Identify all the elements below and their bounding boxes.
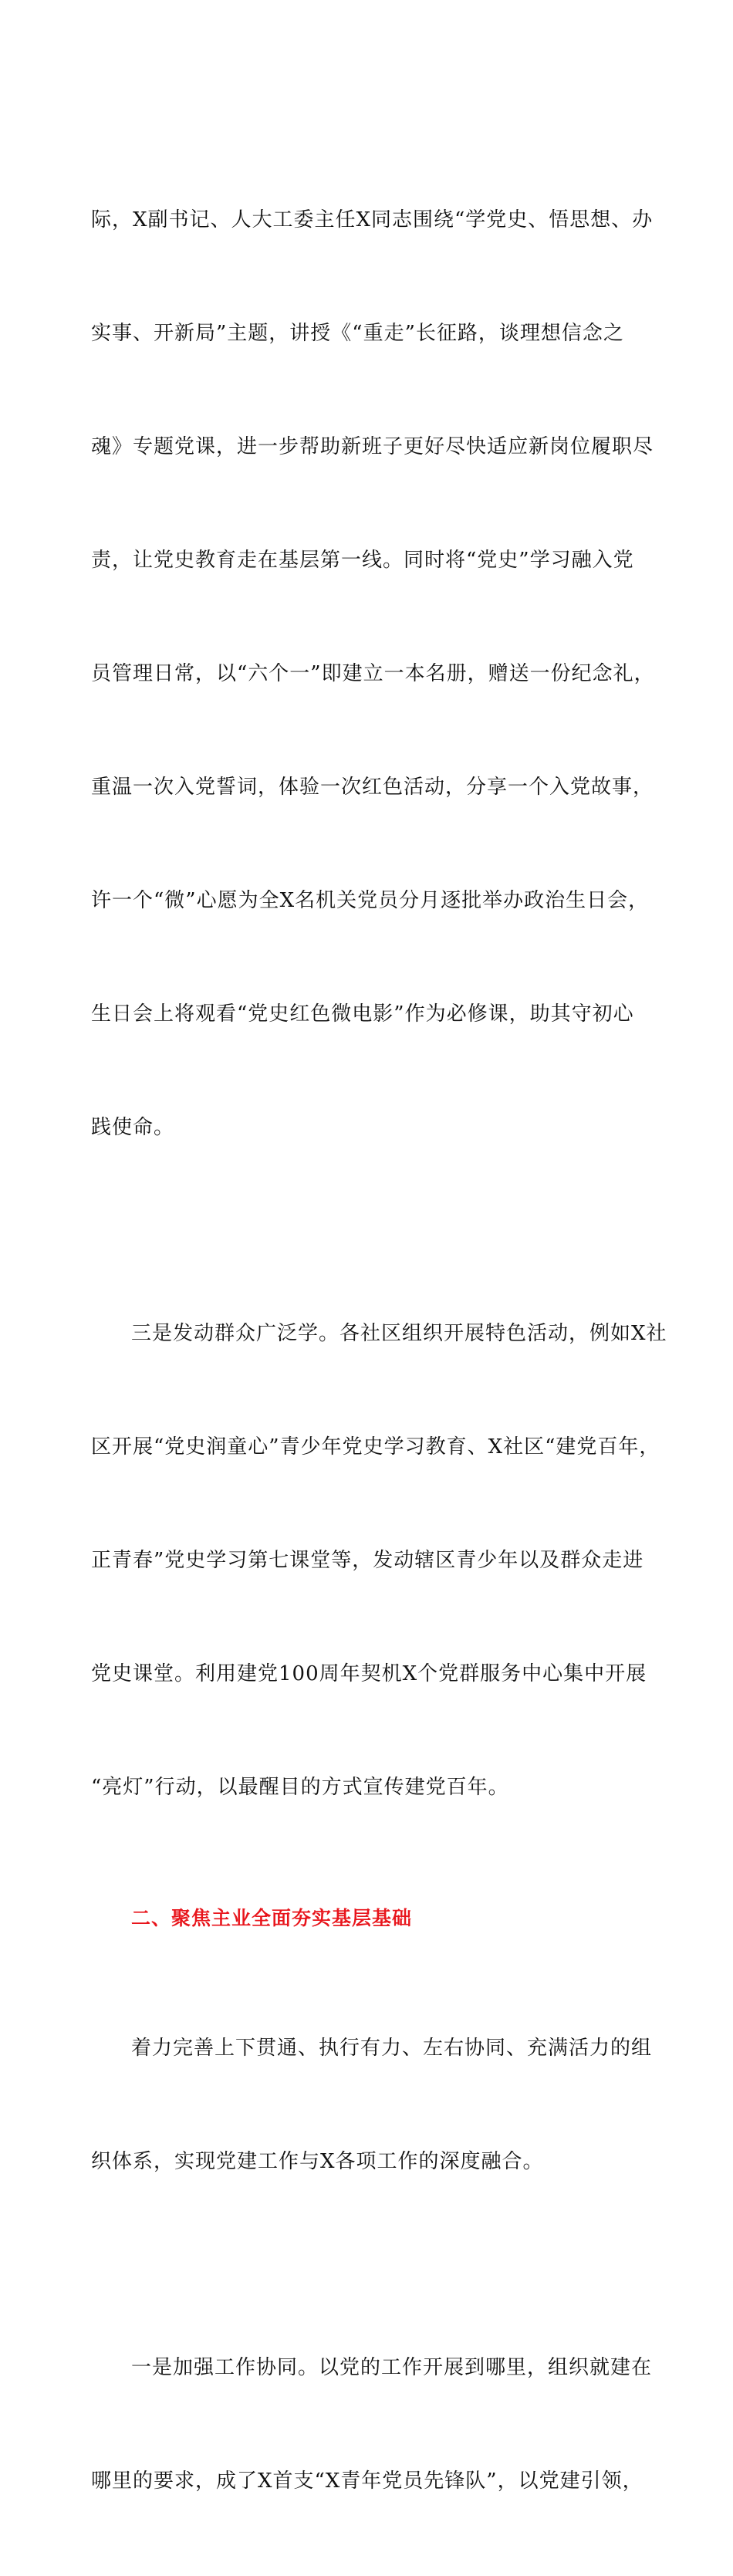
text-line: 际，X副书记、人大工委主任X同志围绕“学党史、悟思想、办 [91, 208, 654, 232]
text-line: “亮灯”行动，以最醒目的方式宣传建党百年。 [91, 1776, 509, 1799]
text-line: 哪里的要求，成了X首支“X青年党员先锋队”，以党建引领， [91, 2470, 643, 2493]
document-body [91, 126, 667, 2576]
paragraph-gap [91, 1937, 643, 1954]
text-line: 重温一次入党誓词，体验一次红色活动，分享一个入党故事， [91, 776, 654, 799]
text-line: 践使命。 [91, 1116, 175, 1139]
text-line: 一是加强工作协同。以党的工作开展到哪里，组织就建在 [131, 2356, 653, 2379]
paragraph-3 [91, 1954, 653, 2257]
paragraph-1 [91, 126, 655, 1222]
section-heading: 二、聚焦主业全面夯实基层基础 [131, 1907, 413, 1929]
text-line: 正青春”党史学习第七课堂等，发动辖区青少年以及群众走进 [91, 1549, 644, 1572]
text-line: 生日会上将观看“党史红色微电影”作为必修课，助其守初心 [91, 1002, 634, 1026]
text-line: 区开展“党史润童心”青少年党史学习教育、X社区“建党百年， [91, 1435, 660, 1459]
paragraph-gap [91, 2257, 643, 2273]
text-line: 魂》专题党课，进一步帮助新班子更好尽快适应新岗位履职尽 [91, 435, 654, 458]
text-line: 责，让党史教育走在基层第一线。同时将“党史”学习融入党 [91, 549, 634, 572]
paragraph-2 [91, 1239, 667, 1882]
text-line: 织体系，实现党建工作与X各项工作的深度融合。 [91, 2150, 544, 2173]
text-line: 实事、开新局”主题，讲授《“重走”长征路，谈理想信念之 [91, 322, 624, 345]
text-line: 三是发动群众广泛学。各社区组织开展特色活动，例如X社 [131, 1322, 667, 1345]
paragraph-4 [91, 2273, 653, 2576]
paragraph-gap [91, 1222, 643, 1239]
text-line: 员管理日常，以“六个一”即建立一本名册，赠送一份纪念礼， [91, 662, 655, 685]
paragraph-gap [91, 1882, 643, 1899]
text-line: 党史课堂。利用建党100周年契机X个党群服务中心集中开展 [91, 1662, 647, 1685]
text-line: 着力完善上下贯通、执行有力、左右协同、充满活力的组 [131, 2037, 653, 2060]
text-line: 许一个“微”心愿为全X名机关党员分月逐批举办政治生日会， [91, 889, 650, 912]
